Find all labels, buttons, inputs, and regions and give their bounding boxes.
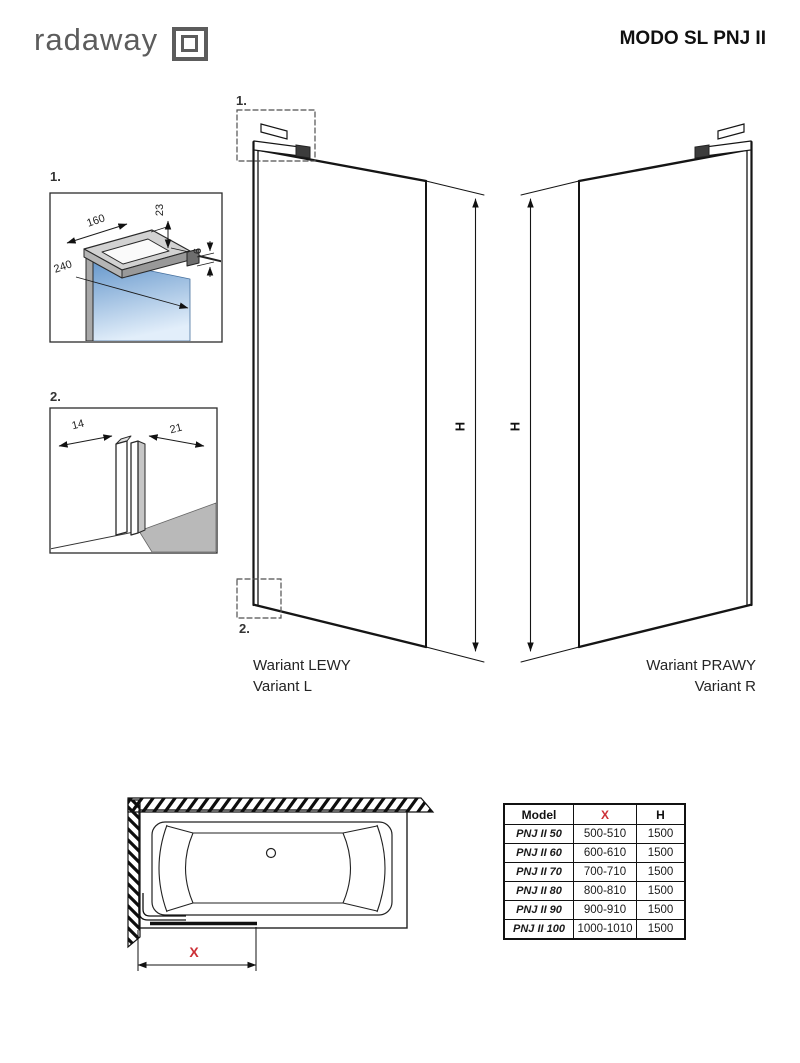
model-cell: PNJ II 50	[504, 825, 574, 844]
col-header-h: H	[637, 804, 686, 825]
h-cell: 1500	[637, 882, 686, 901]
detail-1-label: 1.	[50, 169, 61, 184]
h-cell: 1500	[637, 920, 686, 940]
height-dim-label-left: H	[452, 421, 468, 432]
h-cell: 1500	[637, 844, 686, 863]
x-cell: 800-810	[574, 882, 637, 901]
table-row	[504, 844, 685, 863]
x-cell: 600-610	[574, 844, 637, 863]
dim-23: 23	[154, 203, 166, 217]
h-cell: 1500	[637, 825, 686, 844]
callout-2-marker: 2.	[239, 621, 250, 636]
x-cell: 500-510	[574, 825, 637, 844]
model-cell: PNJ II 90	[504, 901, 574, 920]
col-header-x: X	[574, 804, 637, 825]
dim-21: 21	[168, 421, 184, 437]
table-row	[504, 882, 685, 901]
h-cell: 1500	[637, 863, 686, 882]
model-cell: PNJ II 60	[504, 844, 574, 863]
variant-right-name-pl: Wariant PRAWY	[646, 657, 756, 674]
model-cell: PNJ II 70	[504, 863, 574, 882]
table-row	[504, 920, 685, 940]
dim-6: 6	[192, 247, 204, 255]
height-dim-label-right: H	[507, 421, 523, 432]
page-title: MODO SL PNJ II	[619, 28, 766, 49]
bathtub-top-view	[118, 792, 442, 971]
table-row	[504, 825, 685, 844]
variant-left-name-pl: Wariant LEWY	[253, 657, 351, 674]
variant-left-name	[253, 656, 351, 697]
radaway-logo-icon-inner-square	[181, 35, 198, 52]
x-cell: 1000-1010	[574, 920, 637, 940]
h-cell: 1500	[637, 901, 686, 920]
radaway-logo-text: radaway	[34, 22, 159, 57]
tub-x-dim-label: X	[189, 944, 199, 960]
variant-right-name-en: Variant R	[694, 677, 756, 695]
size-table	[503, 803, 686, 940]
size-table-header-row	[504, 804, 685, 825]
table-row	[504, 901, 685, 920]
variant-right-drawing	[521, 124, 752, 662]
dim-14: 14	[70, 417, 86, 433]
dim-160: 160	[85, 212, 107, 230]
dim-240: 240	[52, 258, 74, 276]
x-cell: 700-710	[574, 863, 637, 882]
detail-2-label: 2.	[50, 389, 61, 404]
x-cell: 900-910	[574, 901, 637, 920]
variant-left-drawing	[237, 110, 484, 662]
col-header-model: Model	[504, 804, 574, 825]
variant-right-name	[646, 656, 756, 697]
variant-left-name-en: Variant L	[253, 677, 312, 695]
model-cell: PNJ II 100	[504, 920, 574, 940]
table-row	[504, 863, 685, 882]
radaway-logo-icon	[172, 27, 208, 61]
model-cell: PNJ II 80	[504, 882, 574, 901]
callout-1-marker: 1.	[236, 93, 247, 108]
